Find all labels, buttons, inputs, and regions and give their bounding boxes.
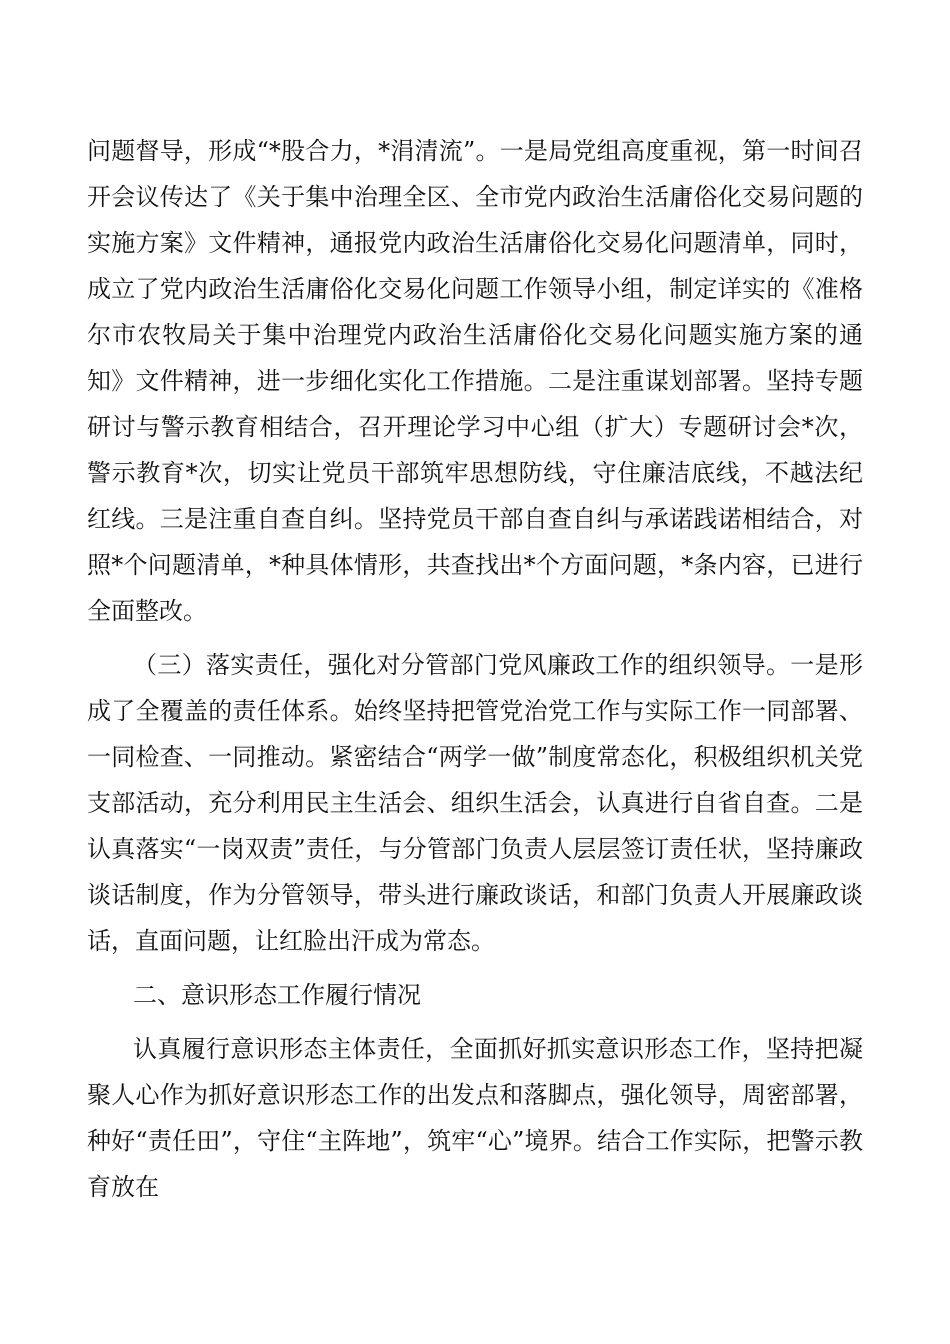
paragraph-ideology-work: 认真履行意识形态主体责任，全面抓好抓实意识形态工作，坚持把凝聚人心作为抓好意识形态工作的出发点和落脚点，强化领导，周密部署，种好“责任田”，守住“主阵地”，筑牢“心”境界。结合工作实际，把警示教育放在 (87, 1035, 863, 1201)
paragraph-inspection-supervision: 问题督导，形成“*股合力，*涓清流”。一是局党组高度重视，第一时间召开会议传达了《关于集中治理全区、全市党内政治生活庸俗化交易问题的实施方案》文件精神，通报党内政治生活庸俗化交易化问题清单，同时，成立了党内政治生活庸俗化交易化问题工作领导小组，制定详实的《准格尔市农牧局关于集中治理党内政治生活庸俗化交易化问题实施方案的通知》文件精神，进一步细化实化工作措施。二是注重谋划部署。坚持专题研讨与警示教育相结合，召开理论学习中心组（扩大）专题研讨会*次，警示教育*次，切实让党员干部筑牢思想防线，守住廉洁底线，不越法纪红线。三是注重自查自纠。坚持党员干部自查自纠与承诺践诺相结合，对照*个问题清单，*种具体情形，共查找出*个方面问题，*条内容，已进行全面整改。 (87, 137, 863, 625)
paragraph-responsibility-implementation: （三）落实责任，强化对分管部门党风廉政工作的组织领导。一是形成了全覆盖的责任体系。始终坚持把管党治党工作与实际工作一同部署、一同检查、一同推动。紧密结合“两学一做”制度常态化，积极组织机关党支部活动，充分利用民主生活会、组织生活会，认真进行自省自查。二是认真落实“一岗双责”责任，与分管部门负责人层层签订责任状，坚持廉政谈话制度，作为分管领导，带头进行廉政谈话，和部门负责人开展廉政谈话，直面问题，让红脸出汗成为常态。 (87, 651, 863, 955)
section-heading-ideology: 二、意识形态工作履行情况 (133, 981, 421, 1009)
document-body (87, 128, 863, 1218)
